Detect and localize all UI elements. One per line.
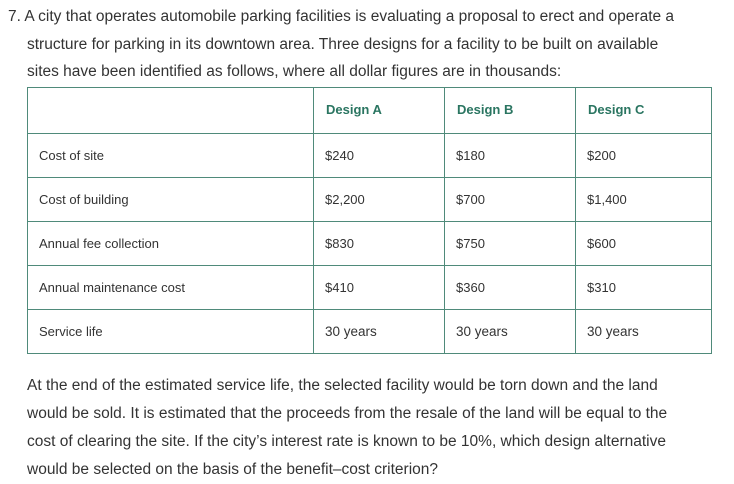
cell-value: $240 bbox=[314, 134, 445, 178]
closing-line-1: At the end of the estimated service life, the selected facility would be torn down and the land bbox=[27, 377, 658, 394]
closing-line-2: would be sold. It is estimated that the proceeds from the resale of the land will be equal to the bbox=[27, 405, 668, 422]
cell-value: $360 bbox=[445, 266, 576, 310]
header-design-b: Design B bbox=[445, 88, 576, 134]
cell-value: $180 bbox=[445, 134, 576, 178]
table-row bbox=[28, 134, 712, 178]
cell-value: $2,200 bbox=[314, 178, 445, 222]
design-comparison-table bbox=[27, 87, 712, 354]
cell-value: 30 years bbox=[445, 310, 576, 354]
cell-value: $200 bbox=[576, 134, 712, 178]
closing-line-3: cost of clearing the site. If the city’s interest rate is known to be 10%, which design alternative bbox=[27, 433, 666, 450]
table-row bbox=[28, 222, 712, 266]
cell-value: $830 bbox=[314, 222, 445, 266]
cell-value: $600 bbox=[576, 222, 712, 266]
question-line-2: structure for parking in its downtown area. Three designs for a facility to be built on available bbox=[27, 35, 659, 53]
header-empty bbox=[28, 88, 314, 134]
cell-value: $750 bbox=[445, 222, 576, 266]
cell-value: $1,400 bbox=[576, 178, 712, 222]
table-row bbox=[28, 266, 712, 310]
cell-value: 30 years bbox=[576, 310, 712, 354]
closing-line-4: would be selected on the basis of the benefit–cost criterion? bbox=[27, 461, 439, 478]
table-header-row bbox=[28, 88, 712, 134]
table-row bbox=[28, 178, 712, 222]
question-line-1: 7. A city that operates automobile parking facilities is evaluating a proposal to erect and operate a bbox=[8, 8, 675, 25]
question-text bbox=[8, 3, 728, 86]
cell-value: $700 bbox=[445, 178, 576, 222]
question-line-3: sites have been identified as follows, where all dollar figures are in thousands: bbox=[27, 63, 562, 80]
row-label: Cost of building bbox=[28, 178, 314, 222]
row-label: Service life bbox=[28, 310, 314, 354]
cell-value: $410 bbox=[314, 266, 445, 310]
closing-question-text bbox=[27, 372, 727, 484]
row-label: Annual fee collection bbox=[28, 222, 314, 266]
row-label: Cost of site bbox=[28, 134, 314, 178]
cell-value: $310 bbox=[576, 266, 712, 310]
cell-value: 30 years bbox=[314, 310, 445, 354]
row-label: Annual maintenance cost bbox=[28, 266, 314, 310]
table-row bbox=[28, 310, 712, 354]
header-design-a: Design A bbox=[314, 88, 445, 134]
header-design-c: Design C bbox=[576, 88, 712, 134]
